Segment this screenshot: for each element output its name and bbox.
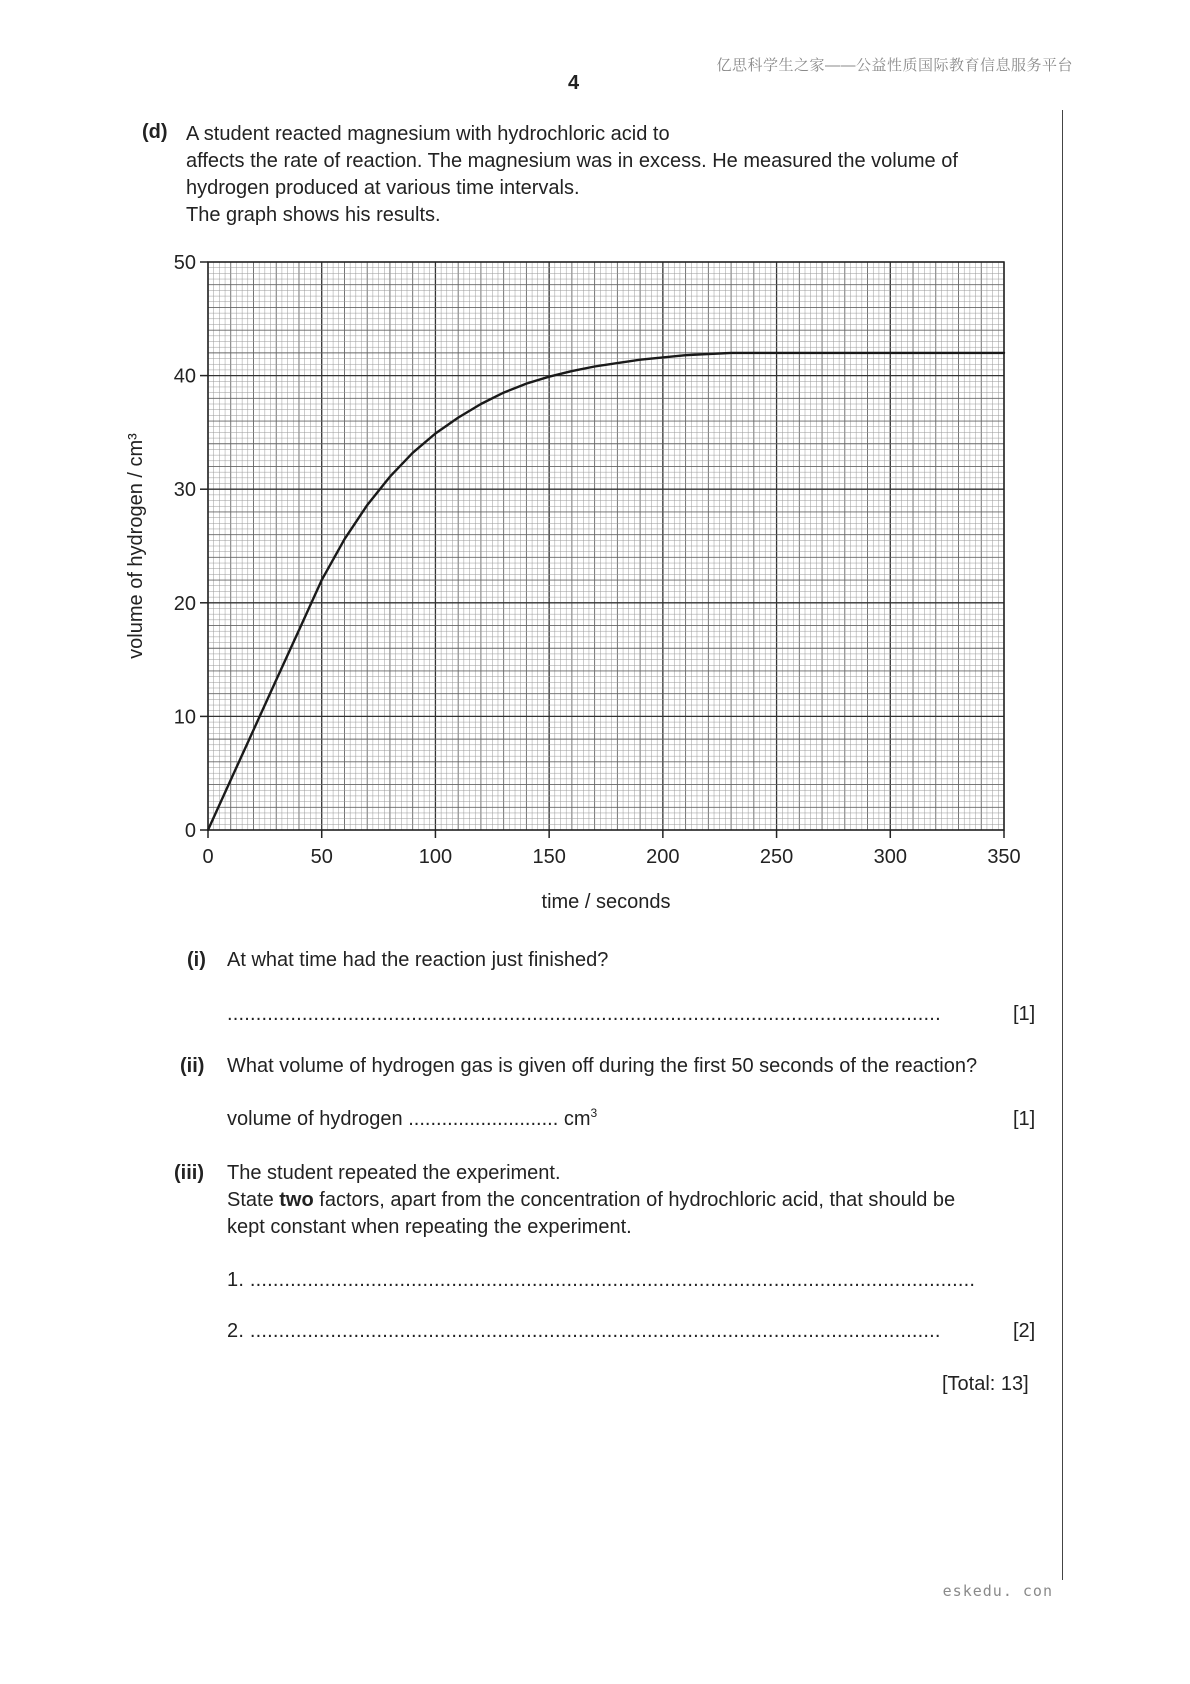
x-tick-label: 50 (310, 846, 333, 868)
part-ii-answer (227, 1106, 597, 1133)
part-ii-marks: [1] (1013, 1108, 1036, 1130)
hydrogen-volume-graph (110, 245, 1050, 925)
part-iii-line3: kept constant when repeating the experiment. (227, 1216, 632, 1238)
x-tick-label: 0 (202, 846, 214, 868)
part-iii-emphasis: two (279, 1189, 314, 1211)
y-axis-ticks (174, 252, 208, 842)
page-number: 4 (568, 72, 580, 94)
x-tick-label: 200 (646, 846, 680, 868)
part-i-question: At what time had the reaction just finished? (227, 949, 609, 971)
part-iii-answer-2[interactable]: 2. ........................................................................................................................ (227, 1320, 941, 1342)
part-i-answer-line[interactable]: ............................................................................................................................ (227, 1003, 941, 1025)
question-d-label: (d) (142, 121, 168, 143)
x-tick-label: 250 (759, 846, 794, 868)
part-ii-unit-superscript: 3 (590, 1106, 598, 1120)
part-ii-answer-dots[interactable]: ........................... (408, 1108, 559, 1130)
part-ii-question: What volume of hydrogen gas is given off during the first 50 seconds of the reaction? (227, 1055, 978, 1077)
question-d-line: hydrogen produced at various time intervals. (186, 177, 580, 199)
part-iii-answer-1[interactable]: 1. .............................................................................................................................. (227, 1269, 976, 1291)
x-axis-ticks (202, 830, 1020, 868)
part-i-marks: [1] (1013, 1003, 1036, 1025)
part-iii-line1: The student repeated the experiment. (227, 1162, 561, 1184)
margin-line (1062, 110, 1063, 1580)
part-ii-answer-prefix: volume of hydrogen (227, 1108, 403, 1130)
x-tick-label: 100 (418, 846, 453, 868)
part-iii-line2-post: factors, apart from the concentration of hydrochloric acid, that should be (313, 1189, 956, 1211)
y-tick-label: 10 (173, 706, 196, 729)
part-iii-line2 (227, 1187, 955, 1214)
y-tick-label: 40 (173, 365, 196, 388)
part-iii-line2-pre: State (227, 1189, 280, 1211)
question-d-line: affects the rate of reaction. The magnesium was in excess. He measured the volume of (186, 150, 958, 172)
total-marks: [Total: 13] (942, 1373, 1029, 1395)
y-tick-label: 50 (173, 252, 196, 274)
part-i-label: (i) (187, 949, 206, 971)
part-iii-label: (iii) (174, 1162, 204, 1184)
footer-watermark: eskedu. con (942, 1582, 1053, 1600)
part-ii-unit: cm (563, 1108, 591, 1130)
part-iii-marks: [2] (1013, 1320, 1036, 1342)
site-header-text: 亿思科学生之家——公益性质国际教育信息服务平台 (716, 57, 1073, 74)
y-tick-label: 0 (184, 820, 196, 842)
x-tick-label: 350 (987, 846, 1021, 868)
x-tick-label: 150 (532, 846, 566, 868)
question-d-line: The graph shows his results. (186, 204, 441, 226)
question-d-line: A student reacted magnesium with hydrochloric acid to (186, 123, 670, 145)
part-ii-label: (ii) (180, 1055, 205, 1077)
y-tick-label: 20 (173, 592, 196, 615)
y-tick-label: 30 (173, 479, 196, 502)
question-d-text (186, 121, 1046, 229)
graph-paper-grid (208, 262, 1004, 830)
y-axis-title: volume of hydrogen / cm³ (125, 433, 147, 659)
x-tick-label: 300 (873, 846, 907, 868)
x-axis-title: time / seconds (541, 891, 671, 913)
